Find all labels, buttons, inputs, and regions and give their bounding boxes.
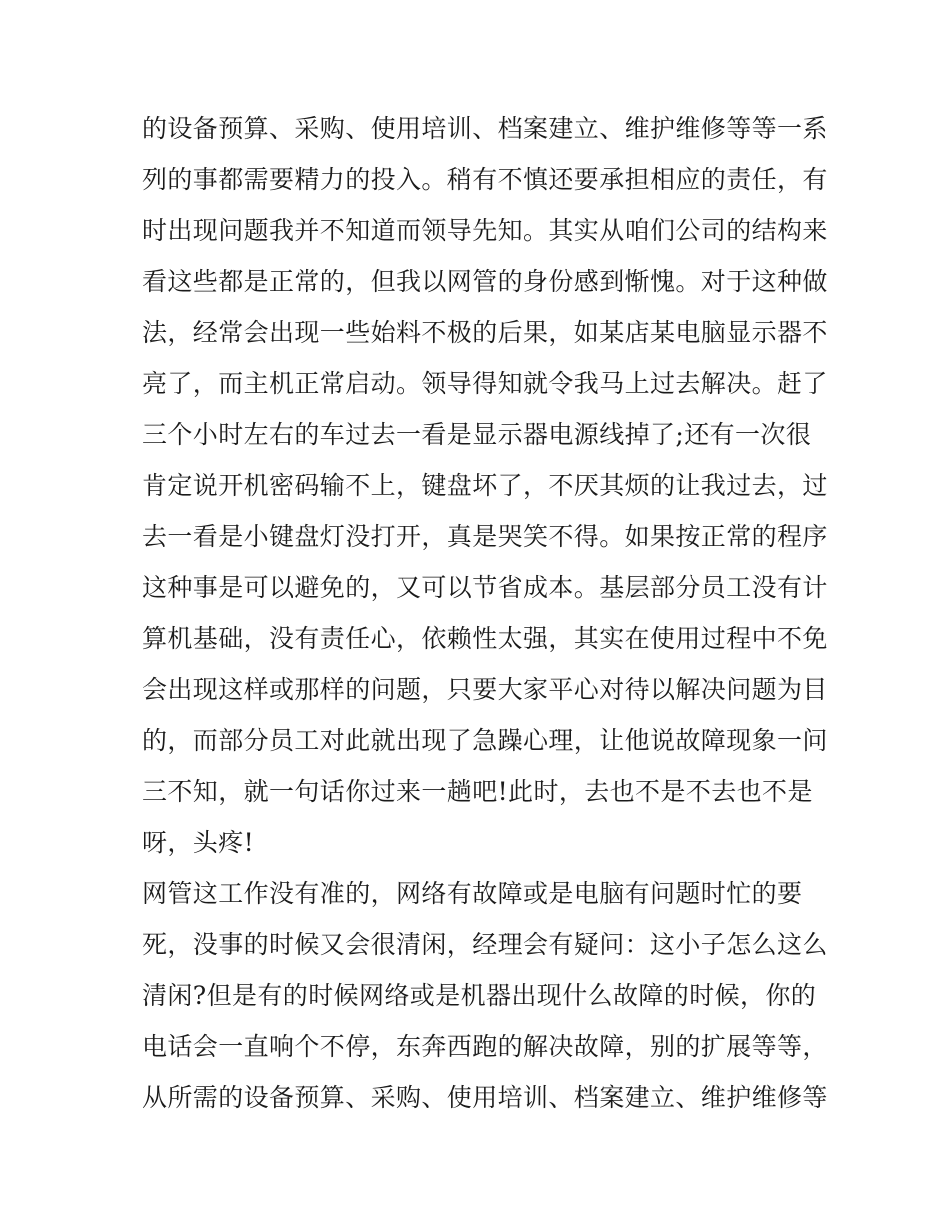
text-line: 会出现这样或那样的问题，只要大家平心对待以解决问题为目 — [142, 675, 828, 704]
text-line: 肯定说开机密码输不上，键盘坏了，不厌其烦的让我过去，过 — [142, 471, 828, 500]
document-body — [142, 103, 828, 1123]
text-line: 电话会一直响个不停，东奔西跑的解决故障，别的扩展等等， — [142, 1032, 828, 1061]
text-line: 看这些都是正常的，但我以网管的身份感到惭愧。对于这种做 — [142, 267, 828, 296]
text-line: 算机基础，没有责任心，依赖性太强，其实在使用过程中不免 — [142, 624, 828, 653]
text-line: 这种事是可以避免的，又可以节省成本。基层部分员工没有计 — [142, 573, 828, 602]
text-line: 三个小时左右的车过去一看是显示器电源线掉了;还有一次很 — [142, 420, 812, 449]
text-line: 法，经常会出现一些始料不极的后果，如某店某电脑显示器不 — [142, 318, 828, 347]
text-line: 网管这工作没有准的，网络有故障或是电脑有问题时忙的要 — [142, 879, 803, 908]
text-line: 死，没事的时候又会很清闲，经理会有疑问：这小子怎么这么 — [142, 930, 828, 959]
text-line: 亮了，而主机正常启动。领导得知就令我马上过去解决。赶了 — [142, 369, 828, 398]
text-line: 的，而部分员工对此就出现了急躁心理，让他说故障现象一问 — [142, 726, 828, 755]
text-line: 从所需的设备预算、采购、使用培训、档案建立、维护维修等 — [142, 1083, 828, 1112]
text-line: 时出现问题我并不知道而领导先知。其实从咱们公司的结构来 — [142, 216, 828, 245]
text-line: 呀，头疼! — [142, 828, 255, 857]
text-line: 的设备预算、采购、使用培训、档案建立、维护维修等等一系 — [142, 114, 828, 143]
text-line: 去一看是小键盘灯没打开，真是哭笑不得。如果按正常的程序 — [142, 522, 828, 551]
text-line: 清闲?但是有的时候网络或是机器出现什么故障的时候，你的 — [142, 981, 817, 1010]
text-line: 列的事都需要精力的投入。稍有不慎还要承担相应的责任，有 — [142, 165, 828, 194]
text-line: 三不知，就一句话你过来一趟吧!此时，去也不是不去也不是 — [142, 777, 813, 806]
